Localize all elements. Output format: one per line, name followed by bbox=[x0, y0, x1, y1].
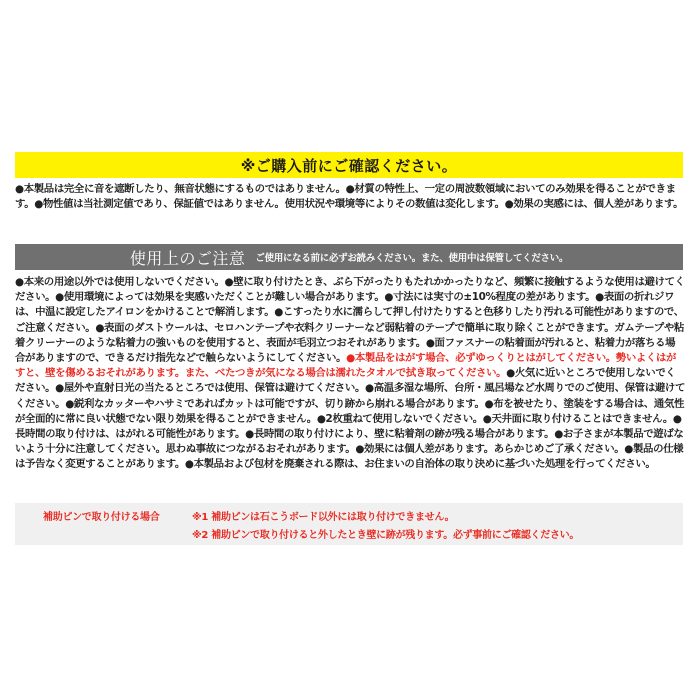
caution-item: ●高温多湿な場所、台所・風呂場など水周りでのご使用、保管は避けてください。 bbox=[15, 382, 685, 410]
pin-note-label: 補助ピンで取り付ける場合 bbox=[43, 512, 160, 523]
warning-item: ●本製品をはがす場合、必ずゆっくりとはがしてください。勢いよくはがすと、壁を傷めるおそれがあります。また、べたつきが気になる場合は濡れたタオルで拭き取ってください。 bbox=[15, 352, 677, 380]
caution-item: ●本製品および包材を廃棄される際は、お住まいの自治体の取り決めに基づいた処理を行ってください。 bbox=[184, 458, 656, 471]
usage-cautions-header bbox=[15, 244, 683, 270]
caution-item: ●火気に近いところで使用しないでください。 bbox=[15, 367, 676, 395]
caution-item: ●本製品は完全に音を遮断したり、無音状態にするものではありません。 bbox=[15, 183, 346, 195]
caution-item: ●面ファスナーの粘着面が汚れると、粘着力が落ちる場合がありますので、できるだけ指先などで触らないようにしてください。 bbox=[15, 336, 676, 365]
pin-note-box bbox=[15, 503, 683, 545]
caution-item: ●布を被せたり、塗装をする場合は、通気性が全面的に常に良い状態でない限り効果を得ることができません。 bbox=[15, 397, 685, 425]
caution-item: ●壁に取り付けたとき、ぶら下がったりもたれかかったりなど、頻繁に接触するような使用は避けてください。 bbox=[15, 276, 685, 304]
caution-item: ●製品の仕様は予告なく変更することがあります。 bbox=[15, 443, 684, 471]
caution-item: ●天井面に取り付けることはできません。 bbox=[482, 412, 673, 425]
caution-item: ●使用環境によっては効果を実感いただくことが難しい場合があります。 bbox=[55, 291, 385, 304]
pin-note-1: ※1 補助ピンは石こうボード以外には取り付けできません。 bbox=[192, 512, 455, 523]
caution-item: ●2枚重ねて使用しないでください。 bbox=[316, 412, 483, 425]
purchase-check-list bbox=[15, 182, 685, 212]
caution-item: ●効果には個人差があります。あらかじめご了承ください。 bbox=[355, 443, 625, 456]
purchase-check-title: ※ご購入前にご確認ください。 bbox=[240, 156, 458, 175]
caution-item: ●効果の実感には、個人差があります。 bbox=[504, 198, 684, 211]
caution-item: ●お子さまが本製品で遊ばないよう十分に注意してください。思わぬ事故につながるおそれがあります。 bbox=[15, 428, 684, 456]
caution-item: ●長時間の取り付けにより、壁に粘着剤の跡が残る場合があります。 bbox=[245, 428, 555, 441]
caution-item: ●屋外や直射日光の当たるところでは使用、保管は避けてください。 bbox=[55, 382, 366, 395]
caution-item: ●物性値は当社測定値であり、保証値ではありません。使用状況や環境等によりその数値は変化します。 bbox=[34, 198, 505, 211]
caution-item: ●表面のダストウールは、セロハンテープや衣料クリーナーなど弱粘着のテープで簡単に取り除くことができます。ガムテープや粘着クリーナーのような粘着力の強いものを使用すると、表面が毛羽立つおそれがあります。 bbox=[15, 321, 684, 349]
usage-cautions-title: 使用上のご注意 bbox=[129, 248, 246, 268]
caution-item: ●表面の折れジワは、中温に設定したアイロンをかけることで解消します。 bbox=[15, 291, 675, 319]
caution-item: ●寸法には実寸の±10%程度の差があります。 bbox=[384, 291, 596, 304]
purchase-check-header bbox=[15, 152, 683, 178]
caution-item: ●長時間の取り付けは、はがれる可能性があります。 bbox=[15, 412, 682, 441]
usage-cautions-subtitle: ご使用になる前に必ずお読みください。また、使用中は保管してください。 bbox=[255, 253, 569, 264]
caution-item: ●鋭利なカッターやハサミであればカットは可能ですが、切り跡から崩れる場合があります。 bbox=[65, 397, 485, 410]
usage-cautions-list bbox=[15, 275, 685, 473]
caution-item: ●本来の用途以外では使用しないでください。 bbox=[15, 276, 225, 288]
caution-item: ●材質の特性上、一定の周波数領域においてのみ効果を得ることができます。 bbox=[15, 183, 676, 211]
pin-note-2: ※2 補助ピンで取り付けると外したとき壁に跡が残ります。必ず事前にご確認ください。 bbox=[192, 530, 580, 541]
caution-item: ●こすったり水に濡らして押し付けたりすると色移りしたり汚れる可能性がありますので、ご注意ください。 bbox=[15, 306, 684, 334]
